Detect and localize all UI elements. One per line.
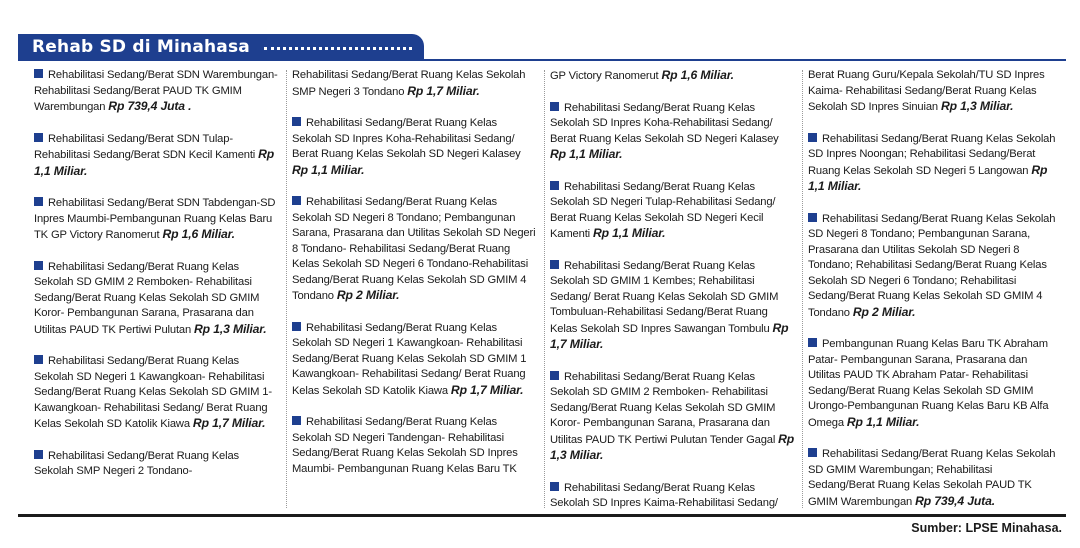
project-entry xyxy=(550,68,796,85)
project-budget: Rp 2 Miliar. xyxy=(852,304,916,319)
source-credit: Sumber: LPSE Minahasa. xyxy=(911,521,1062,535)
column-4 xyxy=(808,68,1060,510)
project-entry xyxy=(34,196,280,244)
project-description: Rehabilitasi Sedang/Berat Ruang Kelas Sekolah SMP Negeri 3 Tondano xyxy=(292,69,526,98)
project-description: Berat Ruang Guru/Kepala Sekolah/TU SD Inpres Kaima- Rehabilitasi Sedang/Berat Ruang Kelas Sekolah SD Inpres Sinuian xyxy=(808,69,1045,113)
square-bullet-icon xyxy=(550,482,559,491)
square-bullet-icon xyxy=(292,416,301,425)
project-description: Rehabilitasi Sedang/Berat Ruang Kelas Sekolah SD Inpres Noongan; Rehabilitasi Sedang/Berat Ruang Kelas Sekolah SD Negeri 5 Langowan xyxy=(808,132,1056,177)
header-rule xyxy=(18,59,1066,61)
project-budget: Rp 1,6 Miliar. xyxy=(661,68,734,82)
project-description: Rehabilitasi Sedang/Berat Ruang Kelas Sekolah SD Negeri 8 Tondano; Pembangunan Sarana, Prasarana dan Utilitas Sekolah SD Negeri 8 Tondano; Rehabilitasi Sedang/Berat Ruang Kelas Sekolah SD Negeri 6 Tondano; Rehabilitasi Sedang/Berat Ruang Kelas Sekolah SD GMIM 4 Tondano xyxy=(808,212,1056,319)
column-divider xyxy=(286,70,287,508)
square-bullet-icon xyxy=(292,196,301,205)
project-budget: Rp 1,1 Miliar. xyxy=(292,162,365,177)
project-entry xyxy=(34,449,280,480)
footer-rule xyxy=(18,514,1066,517)
project-entry xyxy=(550,481,796,511)
project-description: Rehabilitasi Sedang/Berat Ruang Kelas Sekolah SD GMIM 1 Kembes; Rehabilitasi Sedang/ Berat Ruang Kelas Sekolah SD GMIM Tombuluan-Rehabilitasi Sedang/Berat Ruang Kelas Sekolah SD Inpres Sawangan Tombulu xyxy=(550,259,779,335)
project-description: Rehabilitasi Sedang/Berat SDN Warembungan-Rehabilitasi Sedang/Berat PAUD TK GMIM Warembungan xyxy=(34,69,278,113)
project-entry xyxy=(34,132,280,181)
page-title: Rehab SD di Minahasa xyxy=(32,37,250,57)
column-divider xyxy=(802,70,803,508)
header xyxy=(18,34,1066,62)
project-budget: Rp 1,7 Miliar. xyxy=(407,83,480,98)
project-description: Rehabilitasi Sedang/Berat Ruang Kelas Sekolah SD GMIM 2 Remboken- Rehabilitasi Sedang/Berat Ruang Kelas Sekolah SD GMIM Koror- Pembangunan Sarana, Prasarana dan Utilitas PAUD TK Pertiwi Pulutan Tender Gagal xyxy=(550,370,776,446)
column-2 xyxy=(292,68,538,510)
project-entry xyxy=(292,321,538,400)
square-bullet-icon xyxy=(34,197,43,206)
project-description: Rehabilitasi Sedang/Berat Ruang Kelas Sekolah SD Inpres Koha-Rehabilitasi Sedang/ Berat Ruang Kelas Sekolah SD Negeri Kalasey xyxy=(292,117,521,160)
project-description: Rehabilitasi Sedang/Berat Ruang Kelas Sekolah SD GMIM 2 Remboken- Rehabilitasi Sedang/Berat Ruang Kelas Sekolah SD GMIM Koror- Pembangunan Sarana, Prasarana dan Utilitas PAUD TK Pertiwi Pulutan xyxy=(34,260,260,336)
project-budget: Rp 1,1 Miliar. xyxy=(34,147,275,178)
title-tab xyxy=(18,34,424,60)
project-entry xyxy=(808,132,1060,196)
square-bullet-icon xyxy=(34,450,43,459)
project-budget: Rp 1,1 Miliar. xyxy=(550,147,623,161)
square-bullet-icon xyxy=(808,338,817,347)
project-budget: Rp 1,3 Miliar. xyxy=(940,99,1014,113)
project-entry xyxy=(550,370,796,465)
project-description: Rehabilitasi Sedang/Berat Ruang Kelas Sekolah SD GMIM Warembungan; Rehabilitasi Sedang/Berat Ruang Kelas Sekolah PAUD TK GMIM Warembungan xyxy=(808,448,1056,508)
project-description: Rehabilitasi Sedang/Berat Ruang Kelas Sekolah SD Negeri 1 Kawangkoan- Rehabilitasi Sedang/Berat Ruang Kelas Sekolah SD GMIM 1 Kawangkoan- Rehabilitasi Sedang/ Berat Ruang Kelas Sekolah SD Katolik Kiawa xyxy=(292,321,527,397)
project-entry xyxy=(34,68,280,116)
square-bullet-icon xyxy=(550,260,559,269)
project-entry xyxy=(34,354,280,433)
project-budget: Rp 1,1 Miliar. xyxy=(592,226,666,240)
column-divider xyxy=(544,70,545,508)
project-entry xyxy=(292,415,538,477)
project-description: GP Victory Ranomerut xyxy=(550,70,659,82)
project-budget: Rp 739,4 Juta. xyxy=(915,493,995,508)
project-budget: Rp 1,7 Miliar. xyxy=(450,382,524,397)
square-bullet-icon xyxy=(550,102,559,111)
project-entry xyxy=(550,101,796,164)
project-description: Rehabilitasi Sedang/Berat Ruang Kelas Sekolah SD Negeri Tulap-Rehabilitasi Sedang/ Berat Ruang Kelas Sekolah SD Negeri Kecil Kamenti xyxy=(550,180,776,240)
project-description: Rehabilitasi Sedang/Berat Ruang Kelas Sekolah SD Negeri 8 Tondano; Pembangunan Sarana, Prasarana dan Utilitas Sekolah SD Negeri 8 Tondano- Rehabilitasi Sedang/Berat Ruang Kelas Sekolah SD Negeri 6 Tondano-Rehabilitasi Sedang/Berat Ruang Kelas Sekolah SD GMIM 4 Tondano xyxy=(292,196,536,302)
project-description: Rehabilitasi Sedang/Berat Ruang Kelas Sekolah SD Negeri 1 Kawangkoan- Rehabilitasi Sedang/Berat Ruang Kelas Sekolah SD GMIM 1- Kawangkoan- Rehabilitasi Sedang/ Berat Ruang Kelas Sekolah SD Katolik Kiawa xyxy=(34,355,272,430)
square-bullet-icon xyxy=(34,261,43,270)
project-description: Rehabilitasi Sedang/Berat Ruang Kelas Sekolah SD Negeri Tandengan- Rehabilitasi Sedang/Berat Ruang Kelas Sekolah SD Inpres Maumbi- Pembangunan Ruang Kelas Baru TK xyxy=(292,416,518,475)
column-3 xyxy=(550,68,796,510)
square-bullet-icon xyxy=(292,322,301,331)
square-bullet-icon xyxy=(808,448,817,457)
project-budget: Rp 1,1 Miliar. xyxy=(846,414,920,429)
project-description: Pembangunan Ruang Kelas Baru TK Abraham Patar- Pembangunan Sarana, Prasarana dan Utilitas PAUD TK Abraham Patar- Rehabilitasi Sedang/Berat Ruang Kelas Sekolah SD GMIM Urongo-Pembangunan Ruang Kelas Baru KB Alfa Omega xyxy=(808,338,1049,429)
project-entry xyxy=(808,212,1060,322)
project-budget: Rp 1,6 Miliar. xyxy=(162,227,235,241)
project-entry xyxy=(808,447,1060,510)
project-entry xyxy=(292,68,538,100)
project-entry xyxy=(808,68,1060,116)
project-entry xyxy=(34,260,280,339)
project-description: Rehabilitasi Sedang/Berat SDN Tulap-Rehabilitasi Sedang/Berat SDN Kecil Kamenti xyxy=(34,132,256,161)
project-budget: Rp 739,4 Juta . xyxy=(108,99,192,113)
project-description: Rehabilitasi Sedang/Berat Ruang Kelas Sekolah SMP Negeri 2 Tondano- xyxy=(34,449,239,477)
project-description: Rehabilitasi Sedang/Berat Ruang Kelas Sekolah SD Inpres Koha-Rehabilitasi Sedang/ Berat Ruang Kelas Sekolah SD Negeri Kalasey xyxy=(550,101,779,145)
project-entry xyxy=(292,116,538,179)
project-description: Rehabilitasi Sedang/Berat SDN Tabdengan-SD Inpres Maumbi-Pembangunan Ruang Kelas Baru TK GP Victory Ranomerut xyxy=(34,197,276,241)
square-bullet-icon xyxy=(34,133,43,142)
square-bullet-icon xyxy=(550,371,559,380)
title-dotted-line xyxy=(264,47,412,50)
project-budget: Rp 1,3 Miliar. xyxy=(194,321,267,336)
square-bullet-icon xyxy=(34,69,43,78)
content-columns xyxy=(18,68,1066,510)
project-budget: Rp 2 Miliar. xyxy=(336,288,400,302)
project-entry xyxy=(808,337,1060,431)
square-bullet-icon xyxy=(550,181,559,190)
square-bullet-icon xyxy=(808,213,817,222)
square-bullet-icon xyxy=(292,117,301,126)
square-bullet-icon xyxy=(34,355,43,364)
column-1 xyxy=(34,68,280,510)
project-entry xyxy=(292,195,538,305)
project-budget: Rp 1,1 Miliar. xyxy=(808,162,1048,193)
project-entry xyxy=(550,180,796,243)
project-budget: Rp 1,3 Miliar. xyxy=(550,431,795,462)
square-bullet-icon xyxy=(808,133,817,142)
project-entry xyxy=(550,259,796,354)
project-budget: Rp 1,7 Miliar. xyxy=(550,320,789,351)
project-description: Rehabilitasi Sedang/Berat Ruang Kelas Sekolah SD Inpres Kaima-Rehabilitasi Sedang/ xyxy=(550,481,778,509)
project-budget: Rp 1,7 Miliar. xyxy=(192,416,266,430)
